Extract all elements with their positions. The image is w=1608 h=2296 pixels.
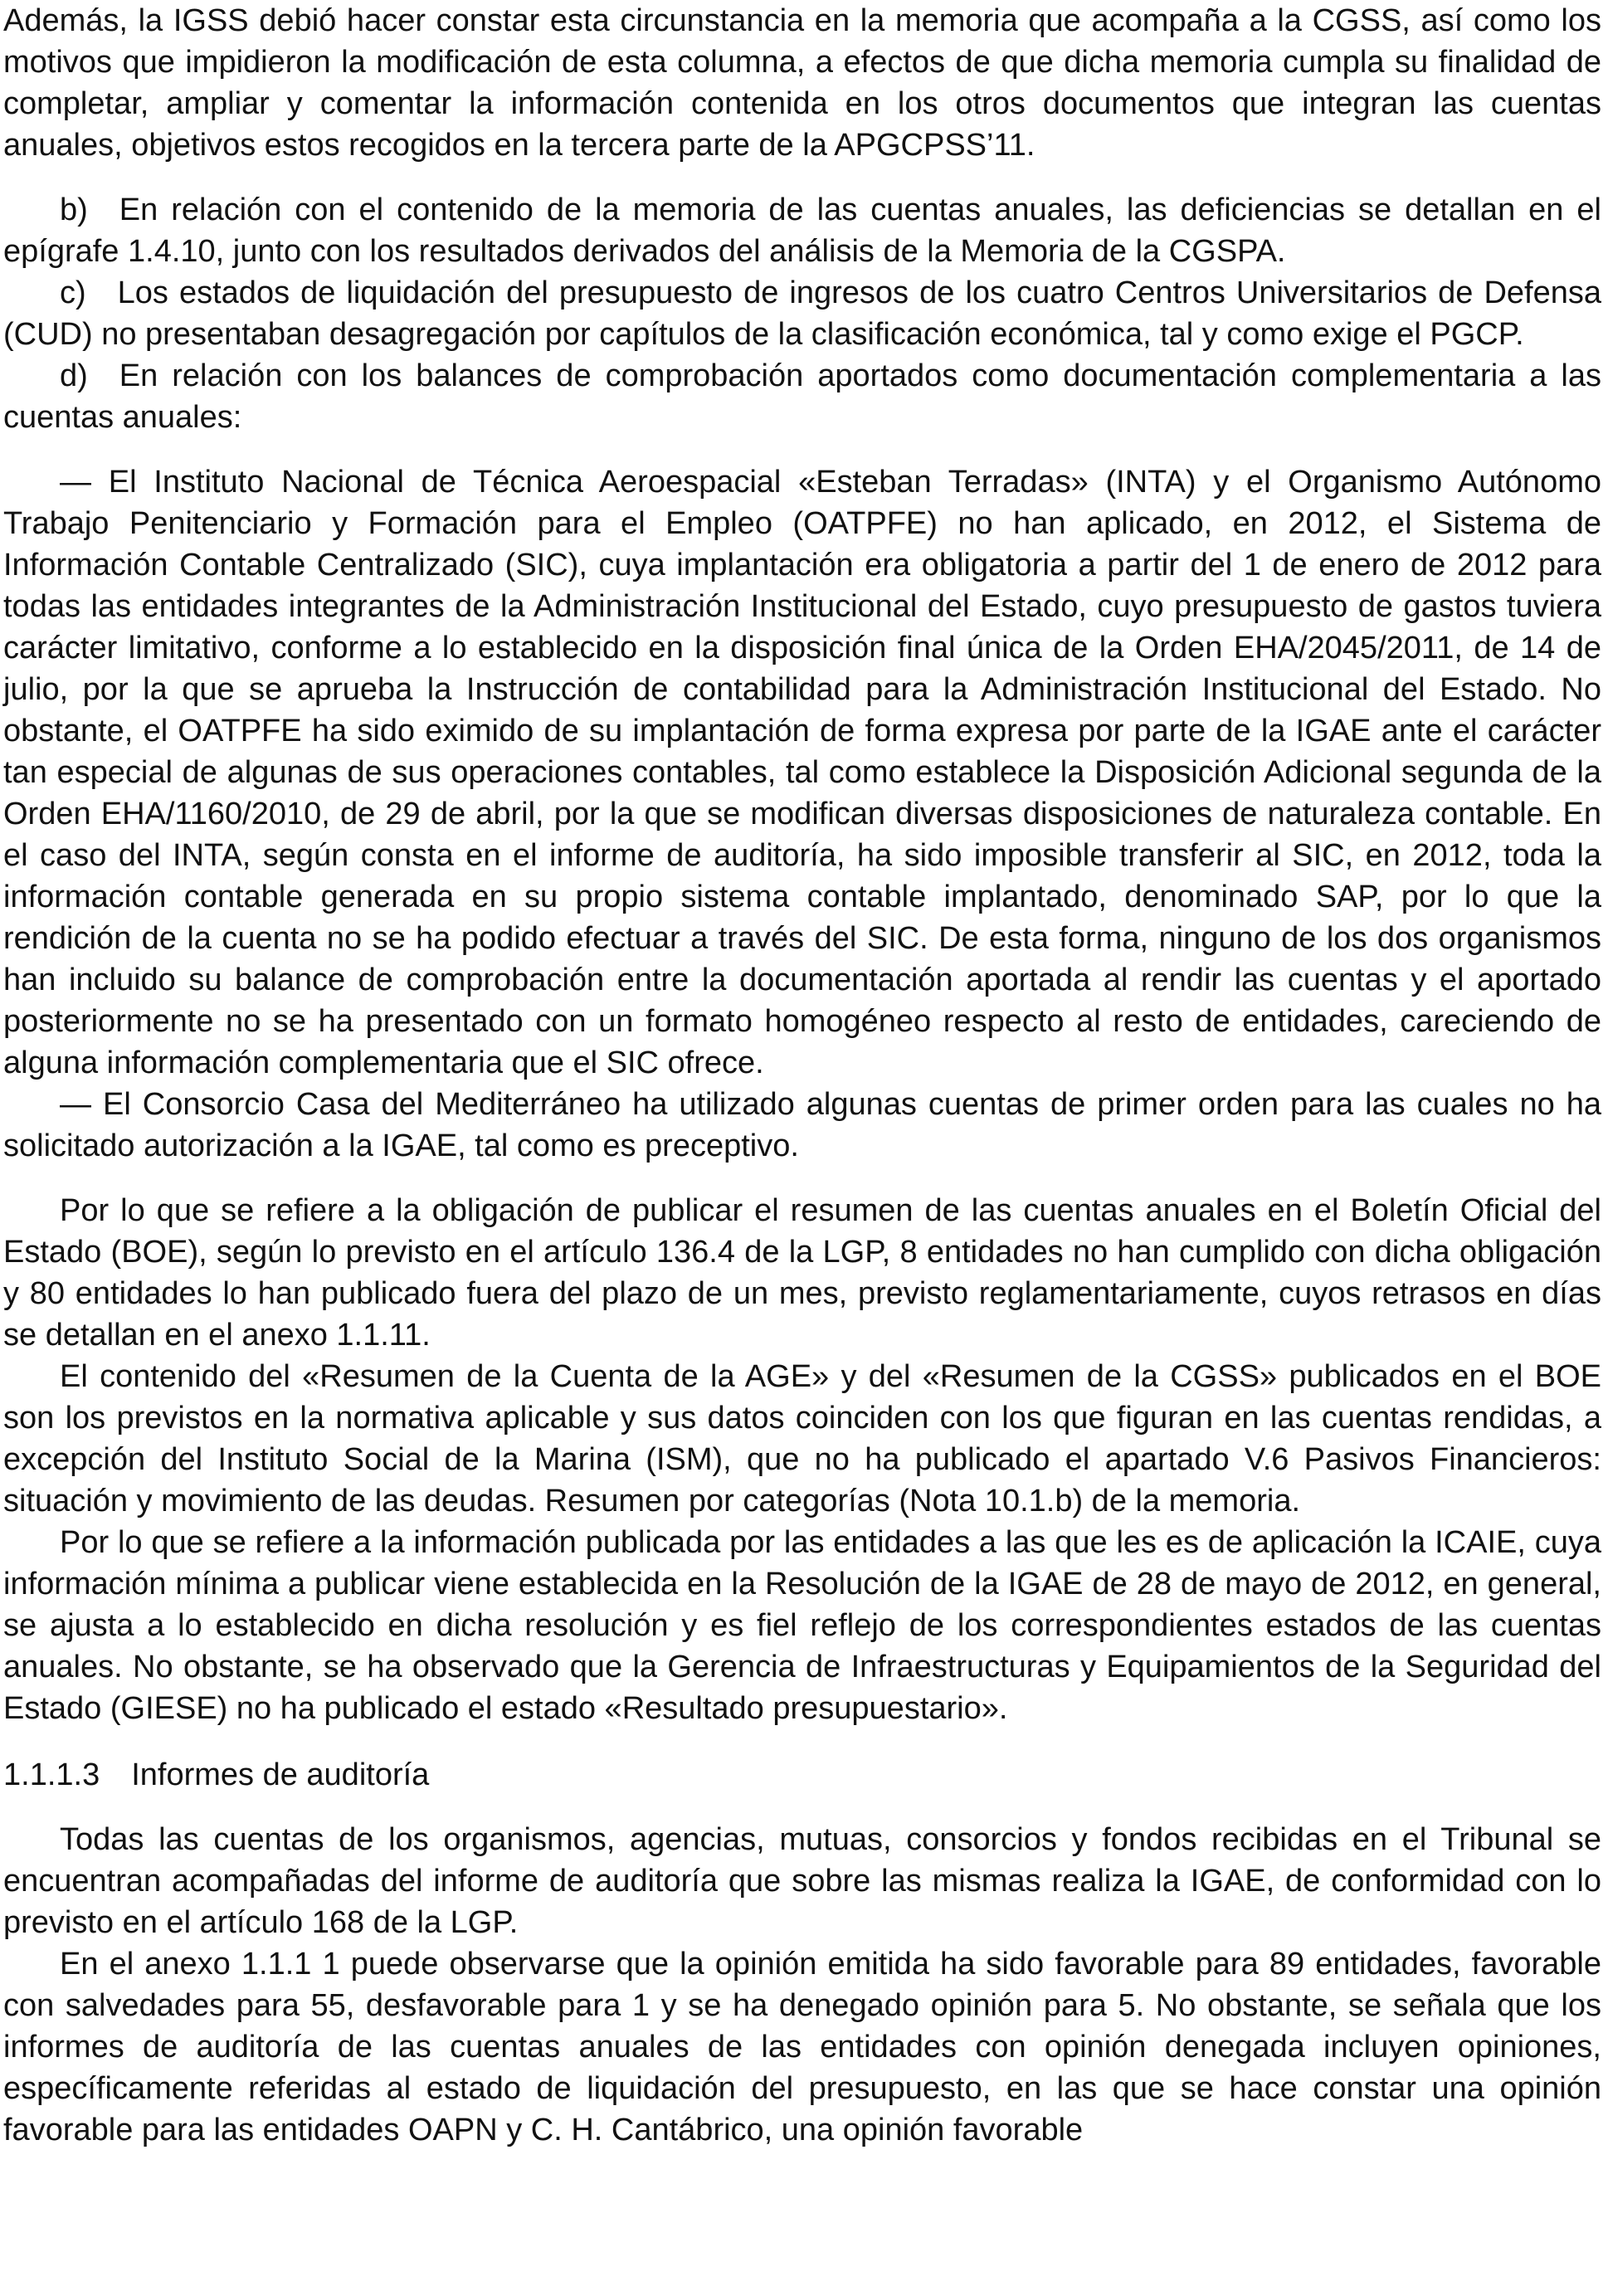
paragraph-consorcio: — El Consorcio Casa del Mediterráneo ha utilizado algunas cuentas de primer orden para las cuales no ha solicitado autorización a la IGAE, tal como es preceptivo. <box>3 1087 1601 1163</box>
paragraph-icaie: Por lo que se refiere a la información publicada por las entidades a las que les es de aplicación la ICAIE, cuya información mínima a publicar viene establecida en la Resolución de la IGAE de 28 de mayo de 2012, en general, se ajusta a lo establecido en dicha resolución y es fiel reflejo de los correspondientes estados de las cuentas anuales. No obstante, se ha observado que la Gerencia de Infraestructuras y Equipamientos de la Seguridad del Estado (GIESE) no ha publicado el estado «Resultado presupuestario». <box>3 1525 1601 1726</box>
section-heading: 1.1.1.3 Informes de auditoría <box>3 1757 430 1792</box>
paragraph-c: c) Los estados de liquidación del presupuesto de ingresos de los cuatro Centros Universitarios de Defensa (CUD) no presentaban desagregación por capítulos de la clasificación económica, tal y como exige el PGCP. <box>3 275 1601 352</box>
paragraph-anexo-opinion: En el anexo 1.1.1 1 puede observarse que la opinión emitida ha sido favorable para 89 entidades, favorable con salvedades para 55, desfavorable para 1 y se ha denegado opinión para 5. No obstante, se señala que los informes de auditoría de las cuentas anuales de las entidades con opinión denegada incluyen opiniones, específicamente referidas al estado de liquidación del presupuesto, en las que se hace constar una opinión favorable para las entidades OAPN y C. H. Cantábrico, una opinión favorable <box>3 1947 1601 2147</box>
paragraph-informes-auditoria: Todas las cuentas de los organismos, agencias, mutuas, consorcios y fondos recibidas en el Tribunal se encuentran acompañadas del informe de auditoría que sobre las mismas realiza la IGAE, de conformidad con lo previsto en el artículo 168 de la LGP. <box>3 1822 1601 1940</box>
paragraph-b: b) En relación con el contenido de la memoria de las cuentas anuales, las deficiencias se detallan en el epígrafe 1.4.10, junto con los resultados derivados del análisis de la Memoria de la CGSPA. <box>3 193 1601 269</box>
paragraph-inta-oatpfe: — El Instituto Nacional de Técnica Aeroespacial «Esteban Terradas» (INTA) y el Organismo Autónomo Trabajo Penitenciario y Formación para el Empleo (OATPFE) no han aplicado, en 2012, el Sistema de Información Contable Centralizado (SIC), cuya implantación era obligatoria a partir del 1 de enero de 2012 para todas las entidades integrantes de la Administración Institucional del Estado, cuyo presupuesto de gastos tuviera carácter limitativo, conforme a lo establecido en la disposición final única de la Orden EHA/2045/2011, de 14 de julio, por la que se aprueba la Instrucción de contabilidad para la Administración Institucional del Estado. No obstante, el OATPFE ha sido eximido de su implantación de forma expresa por parte de la IGAE ante el carácter tan especial de algunas de sus operaciones contables, tal como establece la Disposición Adicional segunda de la Orden EHA/1160/2010, de 29 de abril, por la que se modifican diversas disposiciones de naturaleza contable. En el caso del INTA, según consta en el informe de auditoría, ha sido imposible transferir al SIC, en 2012, toda la información contable generada en su propio sistema contable implantado, denominado SAP, por lo que la rendición de la cuenta no se ha podido efectuar a través del SIC. De esta forma, ninguno de los dos organismos han incluido su balance de comprobación entre la documentación aportada al rendir las cuentas y el aportado posteriormente no se ha presentado con un formato homogéneo respecto al resto de entidades, careciendo de alguna información complementaria que el SIC ofrece. <box>3 465 1601 1080</box>
paragraph-boe-publication: Por lo que se refiere a la obligación de publicar el resumen de las cuentas anuales en el Boletín Oficial del Estado (BOE), según lo previsto en el artículo 136.4 de la LGP, 8 entidades no han cumplido con dicha obligación y 80 entidades lo han publicado fuera del plazo de un mes, previsto reglamentariamente, cuyos retrasos en días se detallan en el anexo 1.1.11. <box>3 1193 1601 1353</box>
paragraph-d: d) En relación con los balances de comprobación aportados como documentación complementaria a las cuentas anuales: <box>3 358 1601 435</box>
paragraph-resumen-contenido: El contenido del «Resumen de la Cuenta de la AGE» y del «Resumen de la CGSS» publicados en el BOE son los previstos en la normativa aplicable y sus datos coinciden con los que figuran en las cuentas rendidas, a excepción del Instituto Social de la Marina (ISM), que no ha publicado el apartado V.6 Pasivos Financieros: situación y movimiento de las deudas. Resumen por categorías (Nota 10.1.b) de la memoria. <box>3 1359 1601 1518</box>
paragraph-igss-memoria: Además, la IGSS debió hacer constar esta circunstancia en la memoria que acompaña a la CGSS, así como los motivos que impidieron la modificación de esta columna, a efectos de que dicha memoria cumpla su finalidad de completar, ampliar y comentar la información contenida en los otros documentos que integran las cuentas anuales, objetivos estos recogidos en la tercera parte de la APGCPSS’11. <box>3 3 1601 163</box>
